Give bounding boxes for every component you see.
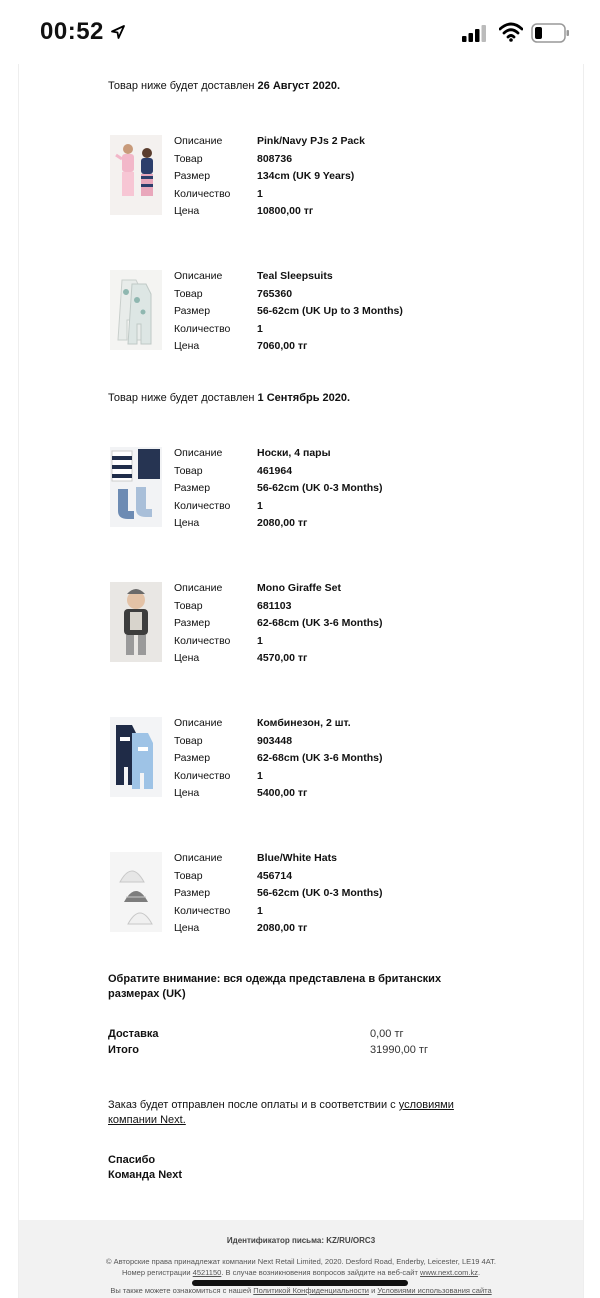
total-value: 31990,00 тг: [370, 1044, 428, 1056]
status-bar: [0, 0, 600, 64]
email-identifier: Идентификатор письма: KZ/RU/ORC3: [226, 1236, 376, 1245]
privacy-policy-link[interactable]: Политикой Конфиденциальности: [253, 1286, 369, 1295]
wifi-icon: [499, 22, 523, 42]
home-indicator[interactable]: [192, 1280, 408, 1286]
total-label: Итого: [108, 1044, 140, 1056]
product-image-pjs[interactable]: [110, 135, 162, 215]
battery-icon: [531, 22, 571, 44]
order-item: Описание Комбинезон, 2 шт. Товар 903448 Размер 62-68cm (UK 3-6 Months) Количество 1 Цена 5400,00 тг: [108, 717, 508, 807]
signoff-team: Команда Next: [108, 1169, 183, 1181]
order-item: Описание Mono Giraffe Set Товар 681103 Размер 62-68cm (UK 3-6 Months) Количество 1 Цена 4570,00 тг: [108, 582, 508, 672]
delivery-value: 0,00 тг: [370, 1028, 404, 1040]
location-arrow-icon: [110, 24, 126, 40]
product-image-sleepsuits[interactable]: [110, 270, 162, 350]
uk-sizes-note: Обратите внимание: вся одежда представлена в британских размерах (UK): [108, 973, 442, 1000]
product-image-hats[interactable]: [110, 852, 162, 932]
delivery-heading-2: Товар ниже будет доставлен 1 Сентябрь 2020.: [108, 392, 351, 404]
status-time: 00:52: [40, 18, 104, 45]
product-image-rompers[interactable]: [110, 717, 162, 797]
email-body: [18, 64, 584, 1298]
product-image-socks[interactable]: [110, 447, 162, 527]
cellular-signal-icon: [462, 25, 488, 42]
delivery-date-1: 26 Август 2020.: [257, 80, 341, 92]
product-image-giraffe-set[interactable]: [110, 582, 162, 662]
order-totals: [108, 1028, 468, 1060]
signoff: [108, 1153, 182, 1183]
delivery-heading-1: Товар ниже будет доставлен 26 Август 2020.: [108, 80, 341, 92]
terms-of-use-link[interactable]: Условиями использования сайта: [377, 1286, 492, 1295]
dispatch-notice: Заказ будет отправлен после оплаты и в соответствии с условиями компании Next.: [108, 1099, 454, 1126]
registration-link[interactable]: 4521150: [192, 1268, 222, 1277]
footer-legal: © Авторские права принадлежат компании Next Retail Limited, 2020. Desford Road, Enderby, Leicester, LE19 4AT. Номер регистрации 4521150. В случае возникновения вопросов зайдите на веб-сайт www.next.com.kz. Вы также можете ознакомиться с нашей Политикой Конфиденциальности и Условиями использования сайта: [106, 1257, 496, 1295]
order-item: Описание Pink/Navy PJs 2 Pack Товар 808736 Размер 134cm (UK 9 Years) Количество 1 Цена 10800,00 тг: [108, 135, 508, 225]
delivery-date-2: 1 Сентябрь 2020.: [257, 392, 351, 404]
company-terms-link[interactable]: условиями компании Next.: [108, 1099, 454, 1126]
order-item: Описание Носки, 4 пары Товар 461964 Размер 56-62cm (UK 0-3 Months) Количество 1 Цена 2080,00 тг: [108, 447, 508, 537]
website-link[interactable]: www.next.com.kz: [420, 1268, 478, 1277]
email-footer: [19, 1220, 583, 1298]
delivery-label: Доставка: [108, 1028, 159, 1040]
order-item: Описание Blue/White Hats Товар 456714 Размер 56-62cm (UK 0-3 Months) Количество 1 Цена 2080,00 тг: [108, 852, 508, 942]
signoff-thanks: Спасибо: [108, 1154, 156, 1166]
order-item: Описание Teal Sleepsuits Товар 765360 Размер 56-62cm (UK Up to 3 Months) Количество 1 Цена 7060,00 тг: [108, 270, 508, 360]
